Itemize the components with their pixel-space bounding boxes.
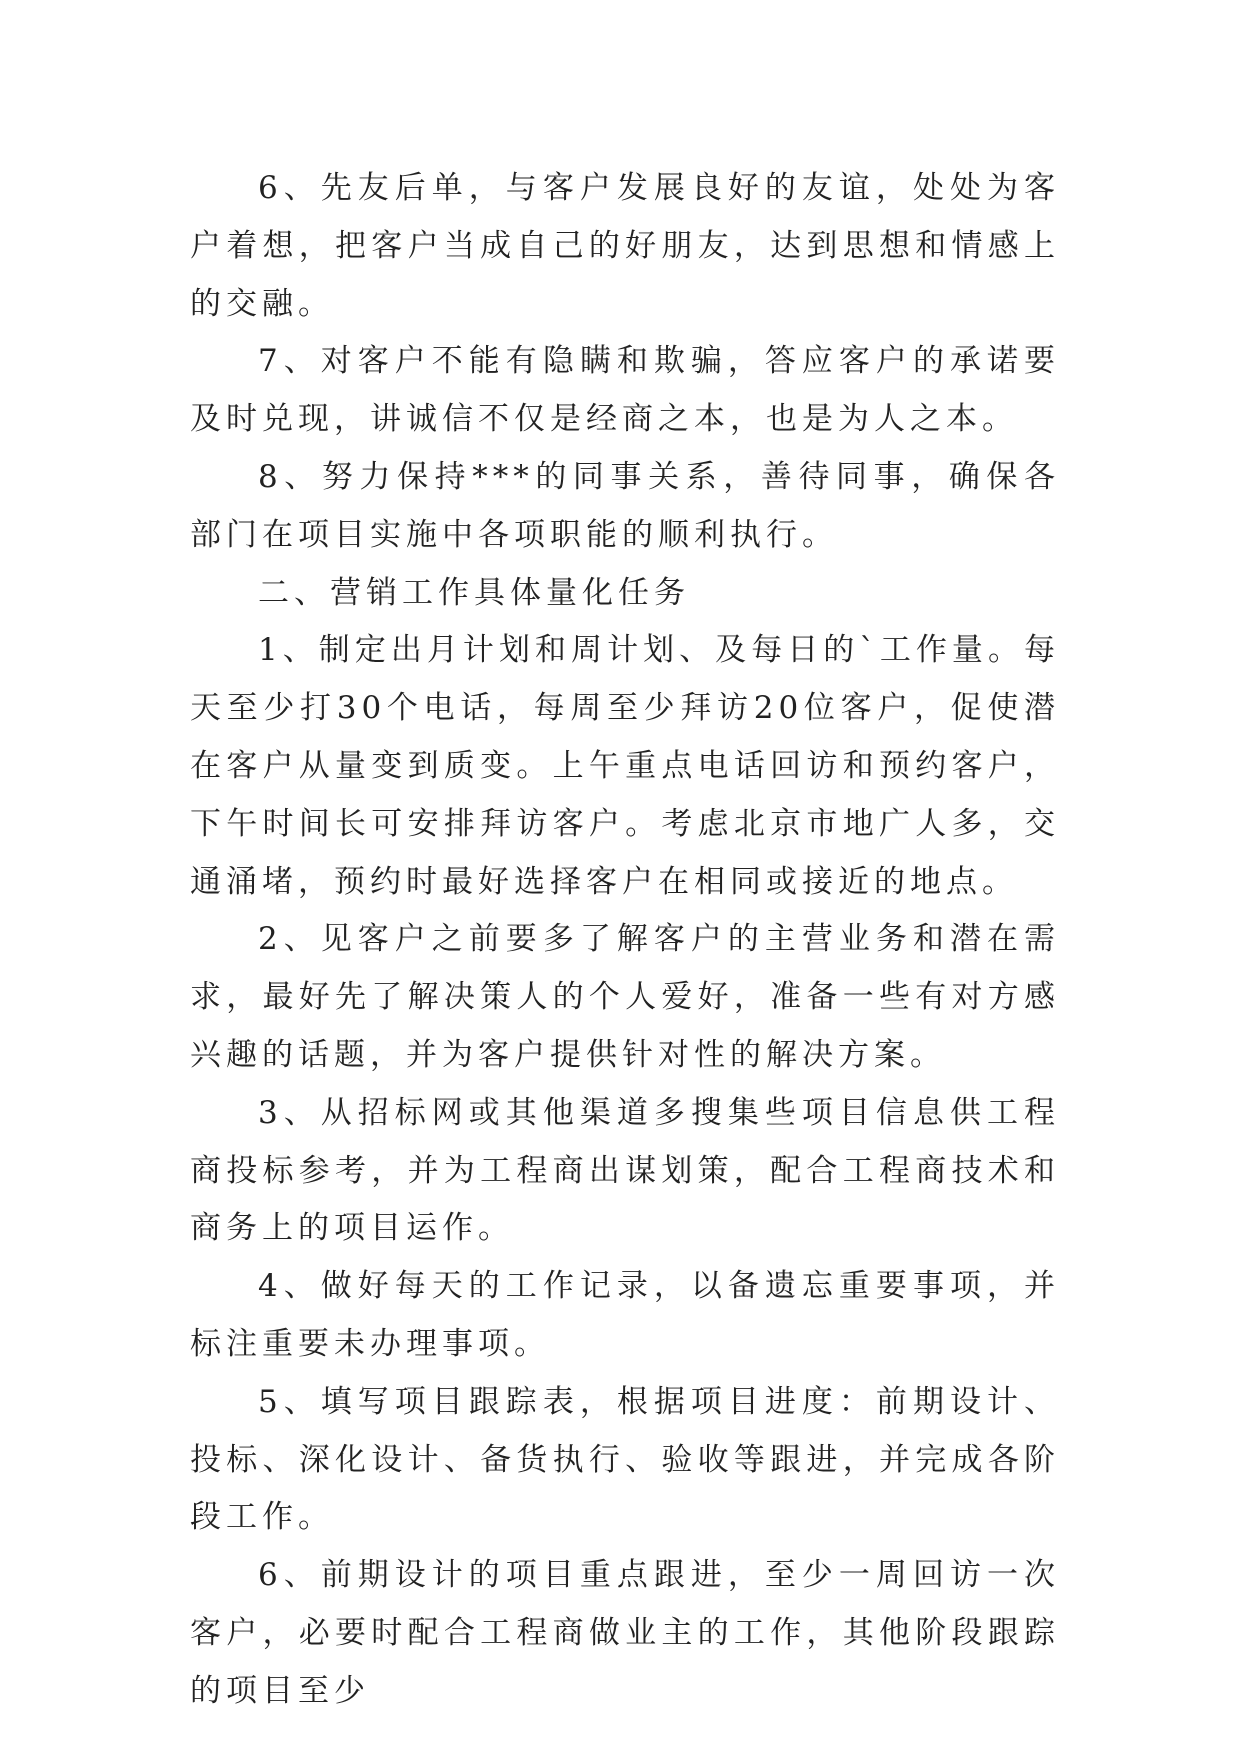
paragraph-follow-up: 6、前期设计的项目重点跟进，至少一周回访一次客户，必要时配合工程商做业主的工作，其他阶段跟踪的项目至少: [190, 1557, 1060, 1709]
paragraph-honesty: 7、对客户不能有隐瞒和欺骗，答应客户的承诺要及时兑现，讲诚信不仅是经商之本，也是为人之本。: [190, 343, 1060, 438]
section-heading: 二、营销工作具体量化任务: [258, 574, 690, 611]
paragraph-client-research: 2、见客户之前要多了解客户的主营业务和潜在需求，最好先了解决策人的个人爱好，准备一些有对方感兴趣的话题，并为客户提供针对性的解决方案。: [190, 921, 1060, 1073]
paragraph-tracking-table: 5、填写项目跟踪表，根据项目进度：前期设计、投标、深化设计、备货执行、验收等跟进，并完成各阶段工作。: [190, 1383, 1060, 1536]
paragraph-tender-info: 3、从招标网或其他渠道多搜集些项目信息供工程商投标参考，并为工程商出谋划策，配合工程商技术和商务上的项目运作。: [190, 1094, 1060, 1247]
document-body: [190, 160, 1060, 1721]
paragraph-friendship: 6、先友后单，与客户发展良好的友谊，处处为客户着想，把客户当成自己的好朋友，达到思想和情感上的交融。: [190, 170, 1060, 322]
paragraph-work-record: 4、做好每天的工作记录，以备遗忘重要事项，并标注重要未办理事项。: [190, 1268, 1060, 1362]
paragraph-colleagues: 8、努力保持***的同事关系，善待同事，确保各部门在项目实施中各项职能的顺利执行。: [190, 458, 1060, 553]
paragraph-plan: 1、制定出月计划和周计划、及每日的`工作量。每天至少打30个电话，每周至少拜访20位客户，促使潜在客户从量变到质变。上午重点电话回访和预约客户，下午时间长可安排拜访客户。考虑北京市地广人多，交通涌堵，预约时最好选择客户在相同或接近的地点。: [190, 632, 1060, 900]
